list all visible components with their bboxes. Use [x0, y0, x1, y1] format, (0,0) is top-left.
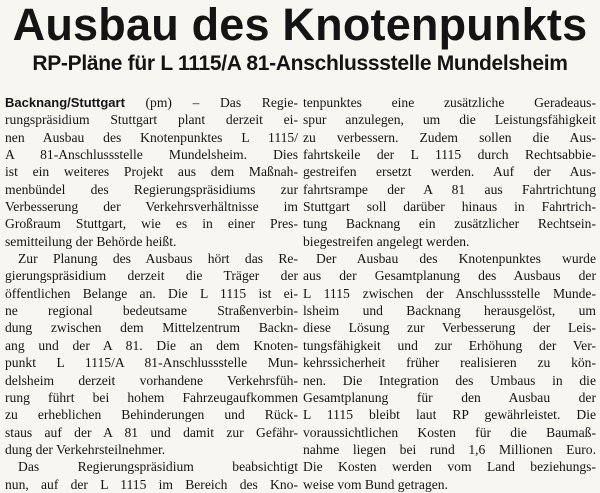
article-line: menbündel des Regierungspräsidiums zur — [5, 181, 298, 197]
article-line: tung Backnang ein zusätzlicher Rechtsein- — [303, 216, 596, 232]
article-line: tenpunktes eine zusätzliche Geradeaus- — [303, 95, 596, 110]
article-line: Großraum Stuttgart, wie es in einer Pres- — [5, 216, 298, 232]
article-column-right — [303, 94, 596, 493]
article-line: aus der Gesamtplanung des Ausbaus der — [303, 268, 596, 284]
article-line: nun, auf der L 1115 im Bereich des Kno- — [5, 476, 298, 492]
article-line: zu verbessern. Zudem sollen die Aus- — [303, 129, 596, 145]
article-line: dung der Verkehrsteilnehmer. — [5, 441, 166, 457]
article-line: tungsfähigkeit und zur Erhöhung der Ver- — [303, 337, 596, 353]
article-line: diese Lösung zur Verbesserung der Leis- — [303, 320, 596, 336]
article-line: spur anzulegen, um die Leistungsfähigkeit — [303, 112, 596, 128]
article-line: Die Kosten werden vom Land beziehungs- — [303, 459, 596, 475]
article-line: rung führt bei hohem Fahrzeugaufkommen — [5, 389, 298, 405]
article-line: nen. Die Integration des Umbaus in die — [303, 372, 596, 388]
article-line: semitteilung der Behörde heißt. — [5, 233, 177, 249]
article-line: ne regional bedeutsame Straßenverbin- — [5, 303, 298, 319]
article-line: zu erheblichen Behinderungen und Rück- — [5, 407, 298, 423]
article-line: voraussichtlichen Kosten für die Baumaß- — [303, 424, 596, 440]
article-line: biegestreifen angelegt werden. — [303, 233, 470, 249]
article-line: delsheim derzeit vorhandene Verkehrsfüh- — [5, 372, 298, 388]
article-line: gierungspräsidium derzeit die Träger der — [5, 268, 298, 284]
article-line: ang und der A 81. Die an dem Knoten- — [5, 337, 298, 353]
dateline: Backnang/Stuttgart — [5, 95, 125, 110]
article-line: Verbesserung der Verkehrsverhältnisse im — [5, 199, 298, 215]
article-line: lsheim und Backnang herausgelöst, um — [303, 303, 596, 319]
article-line: kehrssicherheit früher realisieren zu kön- — [303, 355, 596, 371]
article-line: staus auf der A 81 und damit zur Gefähr- — [5, 424, 298, 440]
article-line: A 81-Anschlussstelle Mundelsheim. Dies — [5, 147, 298, 163]
article-line: nahme liegen bei rund 1,6 Millionen Euro. — [303, 441, 596, 457]
article-line: Der Ausbau des Knotenpunktes wurde — [316, 251, 596, 267]
article-line: ist ein weiteres Projekt aus dem Maßnah- — [5, 164, 298, 180]
article-line: punkt L 1115/A 81-Anschlussstelle Mun- — [5, 355, 298, 371]
article-line: nen Ausbau des Knotenpunktes L 1115/ — [5, 129, 298, 145]
article-line: Gesamtplanung für den Ausbau der — [303, 389, 596, 405]
article-line: fahrtskeile der L 1115 durch Rechtsabbie- — [303, 147, 596, 163]
article-line: weise vom Bund getragen. — [303, 476, 448, 492]
article-line: Backnang/Stuttgart (pm) – Das Regie- — [5, 95, 298, 110]
article-line: dung zwischen dem Mittelzentrum Backn- — [5, 320, 298, 336]
subheadline: RP-Pläne für L 1115/A 81-Anschlussstelle Mundelsheim — [32, 52, 568, 75]
article-line: Das Regierungspräsidium beabsichtigt — [18, 459, 298, 475]
article-line: Zur Planung des Ausbaus hört das Re- — [18, 251, 298, 267]
article-line: L 1115 zwischen der Anschlussstelle Munde- — [303, 285, 596, 301]
article-line: Stuttgart soll darüber hinaus in Fahrtrich- — [303, 199, 596, 215]
article-line: gestreifen ersetzt werden. Auf der Aus- — [303, 164, 596, 180]
article-line: fahrtsrampe der A 81 aus Fahrtrichtung — [303, 181, 596, 197]
article-line: öffentlichen Belange an. Die L 1115 ist ei- — [5, 285, 298, 301]
article-line: rungspräsidium Stuttgart plant derzeit ei- — [5, 112, 298, 128]
article-line: L 1115 bleibt laut RP gewährleistet. Die — [303, 407, 596, 423]
headline: Ausbau des Knotenpunkts — [12, 0, 588, 50]
article-column-left — [5, 94, 298, 493]
